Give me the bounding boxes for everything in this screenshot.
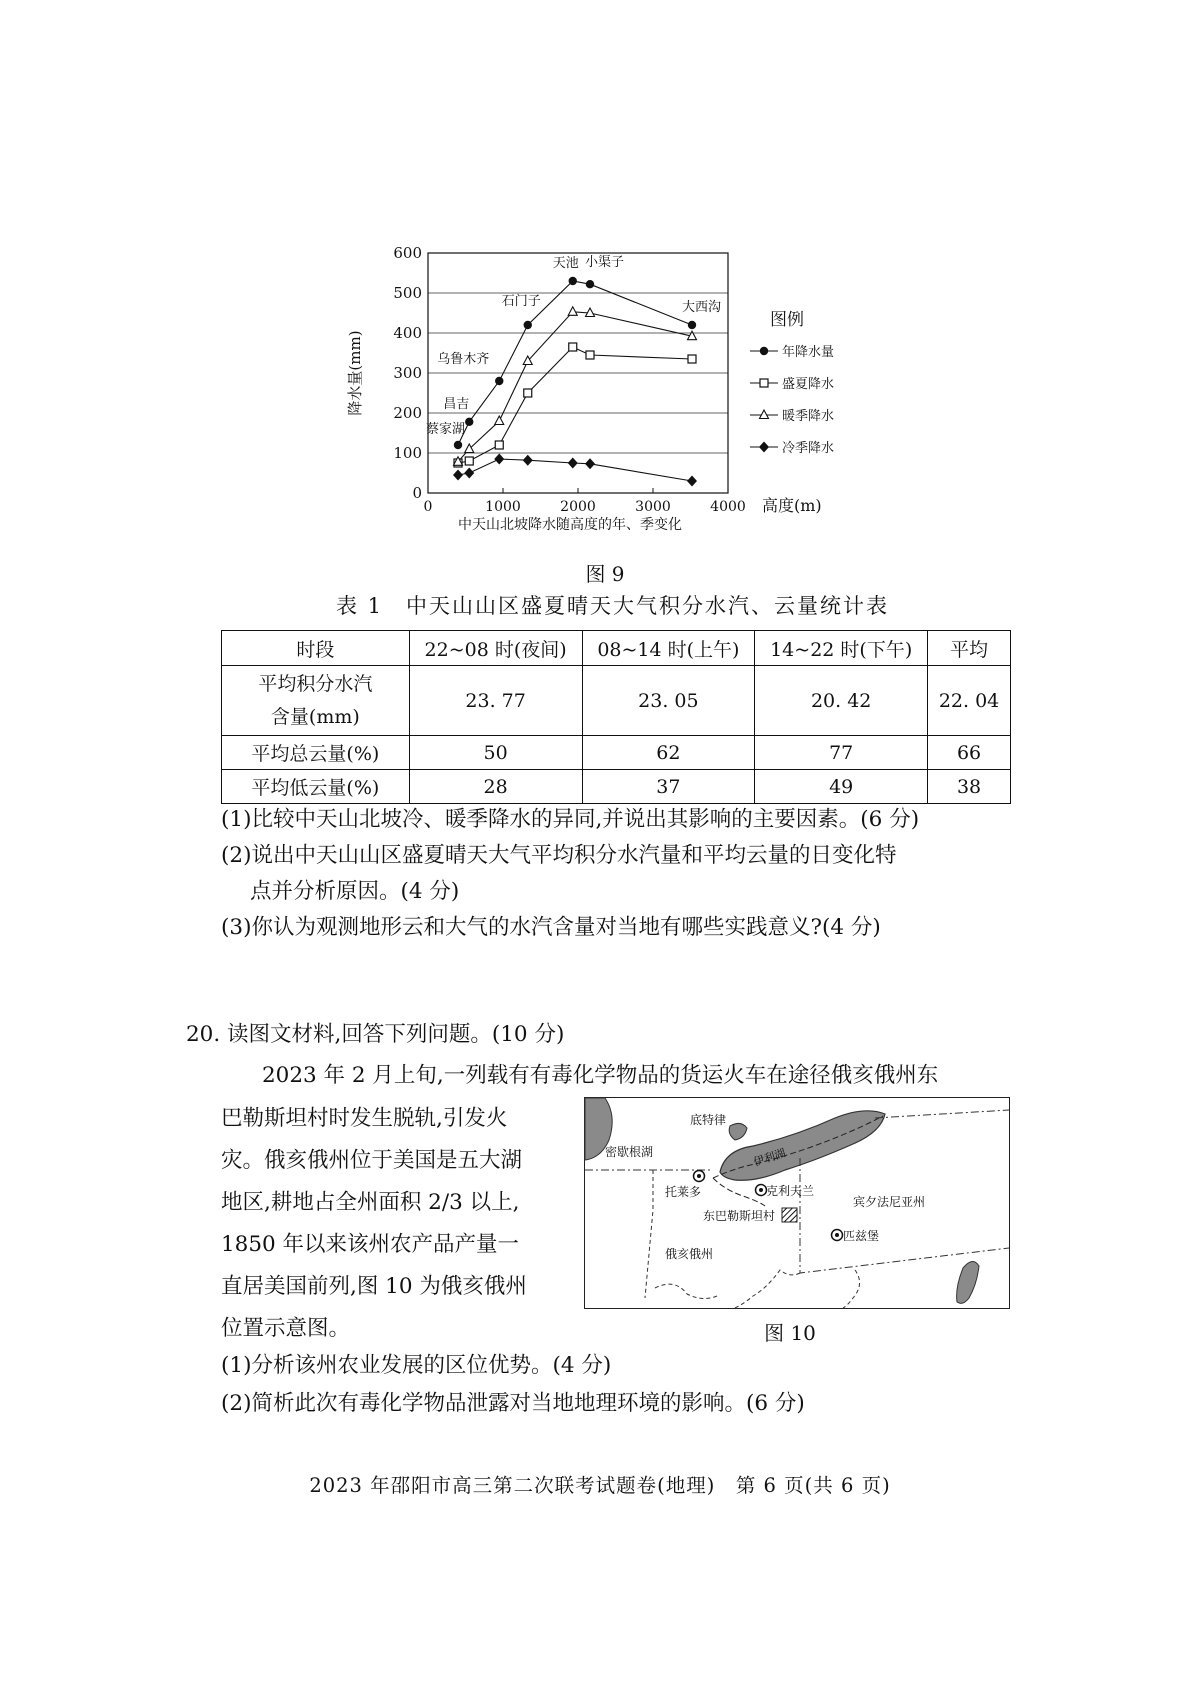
point-marker: [586, 351, 594, 359]
lake-erie-label: 伊利湖: [751, 1146, 788, 1169]
pittsburgh-city-marker: [832, 1230, 843, 1241]
x-tick-label: 3000: [635, 499, 671, 515]
precipitation-altitude-chart: [340, 235, 835, 533]
legend-label: 年降水量: [782, 345, 835, 360]
state-boundary: [655, 1284, 717, 1298]
table-cell: 28: [409, 770, 582, 804]
table-row: [222, 736, 1011, 770]
station-label: 大西沟: [682, 300, 722, 315]
table-1-title: 表 1 中天山山区盛夏晴天大气积分水汽、云量统计表: [336, 594, 890, 618]
point-marker: [760, 347, 768, 355]
chart-caption: 中天山北坡降水随高度的年、季变化: [458, 517, 682, 533]
station-label: 蔡家湖: [426, 422, 466, 437]
row-label: 平均低云量(%): [222, 770, 410, 804]
point-marker: [569, 277, 577, 285]
table-header-cell: 时段: [222, 631, 410, 666]
point-marker: [585, 458, 595, 469]
point-marker: [495, 441, 503, 449]
pittsburgh-label: 匹兹堡: [843, 1229, 880, 1243]
point-marker: [495, 416, 504, 425]
figure-9-caption: 图 9: [585, 562, 625, 586]
table-cell: 22. 04: [928, 666, 1011, 736]
q20-material-text: [221, 1098, 581, 1350]
table-header-cell: 22~08 时(夜间): [409, 631, 582, 666]
q19-part-2-line-1: (2)说出中天山山区盛夏晴天大气平均积分水汽量和平均云量的日变化特: [221, 843, 897, 868]
y-tick-label: 100: [393, 444, 422, 462]
lake-st-clair-shape: [729, 1123, 747, 1140]
y-tick-label: 300: [393, 364, 422, 382]
point-marker: [495, 377, 503, 385]
ohio-location-map: [584, 1097, 1010, 1309]
material-line: 巴勒斯坦村时发生脱轨,引发火: [221, 1106, 508, 1131]
row-label: [222, 666, 410, 736]
ohio-label: 俄亥俄州: [665, 1247, 714, 1261]
pennsylvania-label: 宾夕法尼亚州: [853, 1195, 926, 1209]
point-marker: [688, 321, 696, 329]
point-marker: [688, 355, 696, 363]
q19-part-1: (1)比较中天山北坡冷、暖季降水的异同,并说出其影响的主要因素。(6 分): [221, 807, 920, 832]
table-cell: 38: [928, 770, 1011, 804]
bay-shape: [957, 1261, 979, 1303]
y-tick-label: 200: [393, 404, 422, 422]
table-cell: 23. 77: [409, 666, 582, 736]
y-axis-label: 降水量(mm): [346, 330, 364, 416]
table-row: [222, 770, 1011, 804]
station-label: 乌鲁木齐: [437, 352, 490, 367]
series-line: [458, 347, 692, 463]
point-marker: [524, 321, 532, 329]
table-cell: 49: [755, 770, 928, 804]
y-tick-label: 0: [412, 484, 422, 502]
x-axis-label: 高度(m): [762, 496, 822, 515]
row-label-line: 含量(mm): [270, 705, 360, 728]
lake-michigan-label: 密歇根湖: [605, 1145, 654, 1159]
point-marker: [464, 468, 474, 479]
series-line: [458, 312, 692, 462]
point-marker: [586, 280, 594, 288]
point-marker: [687, 476, 697, 487]
detroit-label: 底特律: [690, 1113, 727, 1127]
cleveland-city-marker: [756, 1185, 767, 1196]
table-row: [222, 666, 1011, 736]
row-label-line: 平均积分水汽: [258, 672, 373, 695]
map-drawing: [585, 1098, 1009, 1308]
station-label: 天池: [552, 256, 579, 271]
legend-label: 冷季降水: [782, 441, 835, 456]
x-tick-label: 0: [423, 499, 433, 515]
table-header-cell: 08~14 时(上午): [582, 631, 755, 666]
point-marker: [465, 444, 474, 453]
table-header-row: [222, 631, 1011, 666]
chart-series: [426, 255, 721, 486]
cleveland-label: 克利夫兰: [766, 1184, 815, 1198]
series-line: [458, 281, 692, 445]
series-1: [454, 343, 696, 467]
point-marker: [760, 379, 768, 387]
q19-part-3: (3)你认为观测地形云和大气的水汽含量对当地有哪些实践意义?(4 分): [221, 915, 881, 940]
material-line: 位置示意图。: [221, 1316, 351, 1341]
q19-part-2-line-2: 点并分析原因。(4 分): [250, 879, 460, 904]
east-palestine-label: 东巴勒斯坦村: [703, 1209, 776, 1223]
q20-heading: 20. 读图文材料,回答下列问题。(10 分): [186, 1022, 565, 1047]
point-marker: [524, 389, 532, 397]
point-marker: [465, 457, 473, 465]
legend-title: 图例: [770, 310, 804, 330]
table-cell: 66: [928, 736, 1011, 770]
point-marker: [569, 343, 577, 351]
x-tick-label: 2000: [560, 499, 596, 515]
table-cell: 37: [582, 770, 755, 804]
material-line: 直居美国前列,图 10 为俄亥俄州: [221, 1274, 527, 1299]
toledo-label: 托莱多: [665, 1185, 702, 1199]
material-line: 地区,耕地占全州面积 2/3 以上,: [221, 1190, 520, 1215]
x-tick-label: 4000: [710, 499, 746, 515]
material-line: 1850 年以来该州农产品产量一: [221, 1232, 520, 1257]
station-label: 小渠子: [585, 255, 625, 271]
point-marker: [454, 441, 462, 449]
table-cell: 23. 05: [582, 666, 755, 736]
table-header-cell: 14~22 时(下午): [755, 631, 928, 666]
table-cell: 50: [409, 736, 582, 770]
station-label: 昌吉: [443, 396, 470, 412]
state-boundary: [800, 1158, 1009, 1273]
x-tick-label: 1000: [485, 499, 521, 515]
table-cell: 20. 42: [755, 666, 928, 736]
series-0: [454, 277, 696, 449]
point-marker: [523, 455, 533, 466]
table-1: [221, 630, 1011, 804]
lake-erie-shape: [720, 1111, 885, 1180]
row-label: 平均总云量(%): [222, 736, 410, 770]
point-marker: [568, 307, 577, 316]
state-boundary: [645, 1170, 653, 1298]
material-line: 灾。俄亥俄州位于美国是五大湖: [221, 1148, 523, 1173]
page-footer: 2023 年邵阳市高三第二次联考试题卷(地理) 第 6 页(共 6 页): [309, 1474, 891, 1497]
toledo-city-marker: [694, 1171, 705, 1182]
point-marker: [465, 418, 473, 426]
q20-part-2: (2)简析此次有毒化学物品泄露对当地地理环境的影响。(6 分): [221, 1391, 805, 1416]
table-cell: 62: [582, 736, 755, 770]
q20-part-1: (1)分析该州农业发展的区位优势。(4 分): [221, 1353, 612, 1378]
state-boundary: [735, 1270, 800, 1308]
point-marker: [759, 442, 769, 453]
point-marker: [453, 470, 463, 481]
legend-label: 盛夏降水: [782, 377, 835, 392]
east-palestine-marker: [782, 1208, 797, 1222]
y-tick-label: 400: [393, 324, 422, 342]
table-cell: 77: [755, 736, 928, 770]
state-boundary: [875, 1110, 1009, 1118]
chart-legend: [750, 310, 834, 456]
point-marker: [494, 454, 504, 465]
point-marker: [760, 410, 769, 419]
chart-axes: [346, 244, 822, 533]
y-tick-label: 500: [393, 284, 422, 302]
figure-10-caption: 图 10: [764, 1321, 816, 1345]
series-2: [454, 307, 697, 466]
legend-label: 暖季降水: [782, 409, 835, 424]
point-marker: [568, 458, 578, 469]
q20-intro-line: 2023 年 2 月上旬,一列载有有毒化学物品的货运火车在途径俄亥俄州东: [262, 1063, 939, 1088]
y-tick-label: 600: [393, 244, 422, 262]
station-label: 石门子: [501, 294, 541, 309]
state-boundary: [843, 1270, 860, 1308]
series-3: [453, 454, 697, 487]
table-header-cell: 平均: [928, 631, 1011, 666]
